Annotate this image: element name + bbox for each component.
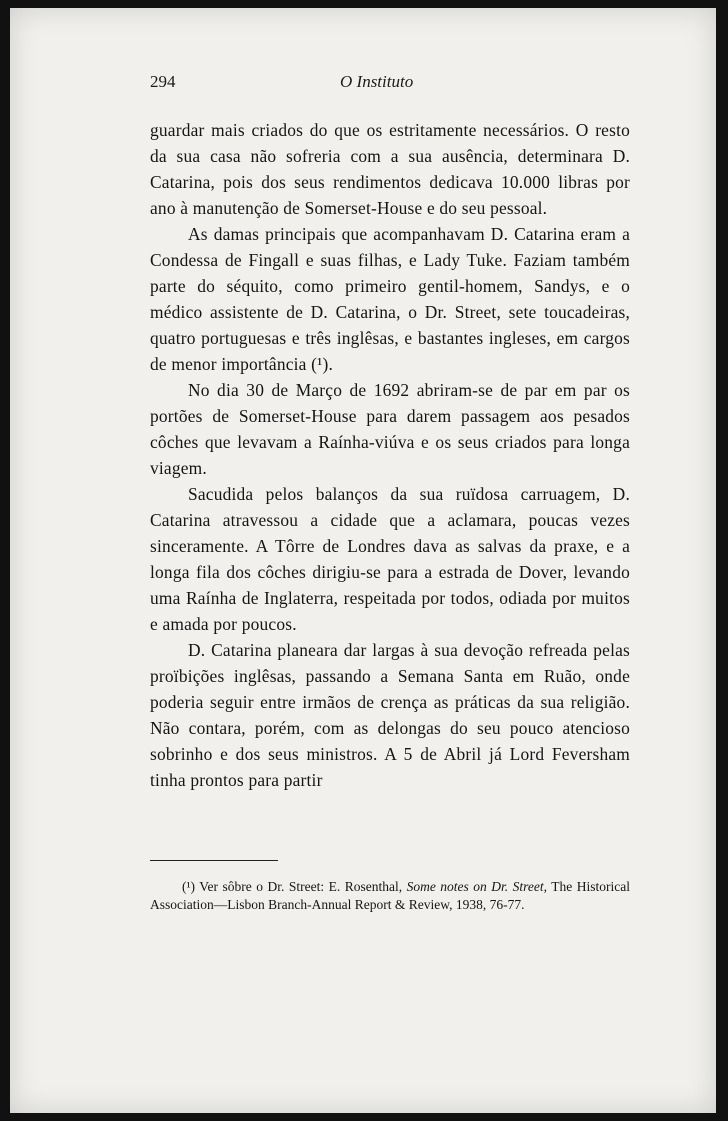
paragraph: No dia 30 de Março de 1692 abriram-se de par em par os portões de Somerset-House para darem passagem aos pesados côches que levavam a Raínha-viúva e os seus criados para longa viagem.	[150, 380, 630, 478]
page-number: 294	[150, 72, 176, 91]
paragraph: guardar mais criados do que os estritamente necessários. O resto da sua casa não sofreria com a sua ausência, determinara D. Catarina, pois dos seus rendimentos dedicava 10.000 libras por ano à manutenção de Somerset-House e do seu pessoal.	[150, 120, 630, 218]
running-head	[150, 72, 640, 96]
footnote-rule	[150, 860, 278, 861]
paragraph: Sacudida pelos balanços da sua ruïdosa carruagem, D. Catarina atravessou a cidade que a aclamara, poucas vezes sinceramente. A Tôrre de Londres dava as salvas da praxe, e a longa fila dos côches dirigiu-se para a estrada de Dover, levando uma Raínha de Inglaterra, respeitada por todos, odiada por muitos e amada por poucos.	[150, 484, 630, 634]
footnote-text-before: Ver sôbre o Dr. Street: E. Rosenthal,	[199, 879, 403, 894]
body-text	[150, 117, 630, 793]
paragraph: As damas principais que acompanhavam D. Catarina eram a Condessa de Fingall e suas filhas, e Lady Tuke. Faziam também parte do séquito, como primeiro gentil-homem, Sandys, e o médico assistente de D. Catarina, o Dr. Street, sete toucadeiras, quatro portuguesas e três inglêsas, e bastantes ingleses, em cargos de menor importância (¹).	[150, 224, 630, 374]
footnote-cited-title: Some notes on Dr. Street,	[406, 879, 548, 894]
footnote	[150, 878, 630, 914]
footnote-text-after: The Historical Association—Lisbon Branch-Annual Report & Review, 1938, 76-77.	[150, 879, 630, 912]
paragraph: D. Catarina planeara dar largas à sua devoção refreada pelas proïbições inglêsas, passando a Semana Santa em Ruão, onde poderia seguir entre irmãos de crença as práticas da sua religião. Não contara, porém, com as delongas do seu pouco atencioso sobrinho e dos seus ministros. A 5 de Abril já Lord Feversham tinha prontos para partir	[150, 640, 630, 790]
footnote-marker: (¹)	[182, 879, 196, 894]
journal-title: O Instituto	[340, 72, 414, 91]
